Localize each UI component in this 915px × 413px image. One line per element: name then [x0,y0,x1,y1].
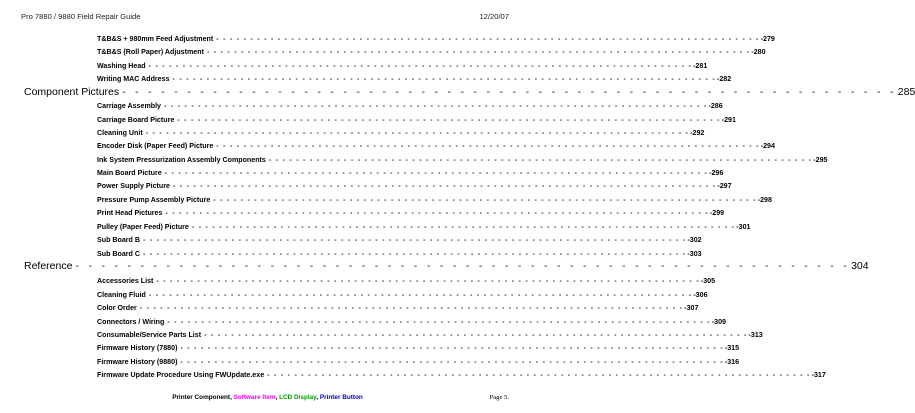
toc-entry-title: Consumable/Service Parts List [97,331,202,339]
toc-entry[interactable] [97,370,826,380]
toc-entry[interactable] [97,141,775,151]
toc-entry[interactable] [97,222,751,232]
toc-entry-page: -295 [813,156,828,164]
toc-entry-title: Washing Head [97,62,146,70]
dot-leader: - - - - - - - - - - - - - - - - - - - - - - - - - - - - - - - - - - - - - - - - - - - - - - - - - - - - - - - - - - - - - - - - - - - - - - - - - - - - - - - - [216,142,760,150]
toc-entry-title: Firmware History (7880) [97,344,178,352]
toc-entry[interactable] [97,303,699,313]
legend-item: LCD Display [279,394,317,401]
dot-leader: - - - - - - - - - - - - - - - - - - - - - - - - - - - - - - - - - - - - - - - - - - - - - - - - - - - - - - - - - - - - - - - - - - - - - - - - - - - - - - - - [180,358,724,366]
toc-entry-title: Reference [24,260,73,272]
toc-entry-title: Firmware History (9880) [97,358,178,366]
toc-entry-title: T&B&S + 980mm Feed Adjustment [97,35,214,43]
toc-entry-title: Cleaning Fluid [97,291,146,299]
toc-entry[interactable] [97,195,772,205]
toc-entry-page: -280 [751,48,766,56]
toc-entry-page: -309 [711,318,726,326]
toc-entry[interactable] [97,317,726,327]
toc-entry-page: -305 [700,277,716,285]
legend-item: Printer Component [172,394,231,401]
toc-entry-title: Color Order [97,304,137,312]
legend-separator: , [275,394,280,401]
toc-entry-page: -291 [721,116,736,124]
dot-leader: - - - - - - - - - - - - - - - - - - - - - - - - - - - - - - - - - - - - - - - - - - - - - - - - - - - - - - - - - - - - - - - - - - - - - - - - - - - - - - - - [139,304,684,312]
toc-entry[interactable] [97,74,732,84]
toc-entry-title: Ink System Pressurization Assembly Components [97,156,266,164]
toc-entry-page: -279 [760,35,775,43]
dot-leader: - - - - - - - - - - - - - - - - - - - - - - - - - - - - - - - - - - - - - - - - - - - - - - - - - - - - - - - - - - - - [122,86,897,98]
toc-entry-page: -292 [690,129,705,137]
toc-entry-page: -303 [687,250,702,258]
running-header-title: Pro 7880 / 9880 Field Repair Guide [21,12,141,21]
toc-entry-page: -298 [757,196,772,204]
toc-entry[interactable] [97,235,702,245]
dot-leader: - - - - - - - - - - - - - - - - - - - - - - - - - - - - - - - - - - - - - - - - - - - - - - - - - - - - - - - - - - - - - - - - - - - - - - - - - - - - - - - - [204,331,748,339]
dot-leader: - - - - - - - - - - - - - - - - - - - - - - - - - - - - - - - - - - - - - - - - - - - - - - - - - - - - - - - - - - - - - - - - - - - - - - - - - - - - - - - - [167,318,711,326]
toc-entry-title: Carriage Assembly [97,102,162,110]
toc-entry[interactable] [97,249,702,259]
dot-leader: - - - - - - - - - - - - - - - - - - - - - - - - - - - - - - - - - - - - - - - - - - - - - - - - - - - - - - - - - - - - - - - - - - - - - - - - - - - - - - - - [142,250,687,258]
toc-entry-title: Carriage Board Picture [97,116,175,124]
dot-leader: - - - - - - - - - - - - - - - - - - - - - - - - - - - - - - - - - - - - - - - - - - - - - - - - - - - - - - - - - - - - - - - - - - - - - - - - - - - - - - - - [206,48,751,56]
toc-entry[interactable] [97,181,732,191]
toc-entry-title: Cleaning Unit [97,129,143,137]
toc-entry-page: -281 [693,62,708,70]
toc-entry-title: Connectors / Wiring [97,318,165,326]
toc-entry-page: -306 [693,291,708,299]
toc-entry-title: Accessories List [97,277,154,285]
toc-entry-page: -307 [684,304,699,312]
legend-separator: , [230,394,234,401]
toc-entry-title: Component Pictures [24,86,120,98]
dot-leader: - - - - - - - - - - - - - - - - - - - - - - - - - - - - - - - - - - - - - - - - - - - - - - - - - - - - - - - - - - - - - - - - - - - - - - - - - - - - - - - - [142,236,687,244]
toc-entry-page: -299 [709,209,725,217]
toc-entry-title: Print Head Pictures [97,209,163,217]
toc-entry-page: 304 [851,260,869,272]
toc-entry-title: Encoder Disk (Paper Feed) Picture [97,142,214,150]
toc-entry-title: Writing MAC Address [97,75,170,83]
page-number: Page 5. [489,394,509,401]
toc-entry[interactable] [97,34,775,44]
dot-leader: - - - - - - - - - - - - - - - - - - - - - - - - - - - - - - - - - - - - - - - - - - - - - - - - - - - - - - - - - - - - - - - - - - - - - - - - - - - - - - - - [164,169,709,177]
toc-entry-title: T&B&S (Roll Paper) Adjustment [97,48,204,56]
dot-leader: - - - - - - - - - - - - - - - - - - - - - - - - - - - - - - - - - - - - - - - - - - - - - - - - - - - - - - - - - - - - - - - - - - - - - - - - - - - - - - - - [216,35,760,43]
dot-leader: - - - - - - - - - - - - - - - - - - - - - - - - - - - - - - - - - - - - - - - - - - - - - - - - - - - - - - - - - - - - [75,260,851,272]
toc-entry[interactable] [97,357,740,367]
legend-item: Printer Button [319,394,363,401]
toc-entry[interactable] [97,115,736,125]
toc-entry[interactable] [97,330,763,340]
toc-entry[interactable] [97,47,766,57]
dot-leader: - - - - - - - - - - - - - - - - - - - - - - - - - - - - - - - - - - - - - - - - - - - - - - - - - - - - - - - - - - - - - - - - - - - - - - - - - - - - - - - - [191,223,736,231]
toc-section-entry[interactable] [24,86,915,99]
toc-entry-page: -282 [716,75,732,83]
toc-entry[interactable] [97,61,708,71]
toc-entry-title: Power Supply Picture [97,182,170,190]
toc-entry-page: -286 [708,102,723,110]
dot-leader: - - - - - - - - - - - - - - - - - - - - - - - - - - - - - - - - - - - - - - - - - - - - - - - - - - - - - - - - - - - - - - - - - - - - - - - - - - - - - - - - [156,277,700,285]
toc-entry-title: Pulley (Paper Feed) Picture [97,223,189,231]
color-legend-footer [0,394,535,401]
toc-entry[interactable] [97,276,716,286]
legend-item: Software Item [233,394,276,401]
dot-leader: - - - - - - - - - - - - - - - - - - - - - - - - - - - - - - - - - - - - - - - - - - - - - - - - - - - - - - - - - - - - - - - - - - - - - - - - - - - - - - - - [164,102,708,110]
toc-entry-page: -294 [760,142,775,150]
toc-entry-title: Sub Board B [97,236,140,244]
dot-leader: - - - - - - - - - - - - - - - - - - - - - - - - - - - - - - - - - - - - - - - - - - - - - - - - - - - - - - - - - - - - - - - - - - - - - - - - - - - - - - - - [268,156,813,164]
toc-entry-title: Firmware Update Procedure Using FWUpdate.exe [97,371,265,379]
dot-leader: - - - - - - - - - - - - - - - - - - - - - - - - - - - - - - - - - - - - - - - - - - - - - - - - - - - - - - - - - - - - - - - - - - - - - - - - - - - - - - - - [148,291,693,299]
toc-entry[interactable] [97,101,723,111]
toc-entry-page: -301 [736,223,751,231]
dot-leader: - - - - - - - - - - - - - - - - - - - - - - - - - - - - - - - - - - - - - - - - - - - - - - - - - - - - - - - - - - - - - - - - - - - - - - - - - - - - - - - - [172,182,717,190]
dot-leader: - - - - - - - - - - - - - - - - - - - - - - - - - - - - - - - - - - - - - - - - - - - - - - - - - - - - - - - - - - - - - - - - - - - - - - - - - - - - - - - - [180,344,724,352]
toc-entry-page: -297 [717,182,732,190]
dot-leader: - - - - - - - - - - - - - - - - - - - - - - - - - - - - - - - - - - - - - - - - - - - - - - - - - - - - - - - - - - - - - - - - - - - - - - - - - - - - - - - - [172,75,716,83]
dot-leader: - - - - - - - - - - - - - - - - - - - - - - - - - - - - - - - - - - - - - - - - - - - - - - - - - - - - - - - - - - - - - - - - - - - - - - - - - - - - - - - - [177,116,721,124]
dot-leader: - - - - - - - - - - - - - - - - - - - - - - - - - - - - - - - - - - - - - - - - - - - - - - - - - - - - - - - - - - - - - - - - - - - - - - - - - - - - - - - - [145,129,690,137]
dot-leader: - - - - - - - - - - - - - - - - - - - - - - - - - - - - - - - - - - - - - - - - - - - - - - - - - - - - - - - - - - - - - - - - - - - - - - - - - - - - - - - - [267,371,811,379]
toc-entry[interactable] [97,128,705,138]
toc-entry-page: -302 [687,236,702,244]
toc-entry-page: -317 [811,371,826,379]
toc-entry-page: -296 [709,169,724,177]
toc-entry[interactable] [97,155,828,165]
toc-section-entry[interactable] [24,260,869,273]
toc-entry[interactable] [97,290,708,300]
toc-entry-page: -316 [724,358,740,366]
toc-entry-page: 285 [897,86,915,98]
toc-entry[interactable] [97,208,725,218]
toc-entry-page: -315 [724,344,740,352]
toc-entry-page: -313 [748,331,763,339]
legend-separator: , [316,394,320,401]
running-header-date: 12/20/07 [479,12,509,21]
dot-leader: - - - - - - - - - - - - - - - - - - - - - - - - - - - - - - - - - - - - - - - - - - - - - - - - - - - - - - - - - - - - - - - - - - - - - - - - - - - - - - - - [165,209,709,217]
toc-entry[interactable] [97,343,740,353]
toc-entry[interactable] [97,168,724,178]
toc-entry-title: Main Board Picture [97,169,162,177]
dot-leader: - - - - - - - - - - - - - - - - - - - - - - - - - - - - - - - - - - - - - - - - - - - - - - - - - - - - - - - - - - - - - - - - - - - - - - - - - - - - - - - - [148,62,693,70]
toc-entry-title: Pressure Pump Assembly Picture [97,196,211,204]
dot-leader: - - - - - - - - - - - - - - - - - - - - - - - - - - - - - - - - - - - - - - - - - - - - - - - - - - - - - - - - - - - - - - - - - - - - - - - - - - - - - - - - [213,196,757,204]
toc-entry-title: Sub Board C [97,250,140,258]
